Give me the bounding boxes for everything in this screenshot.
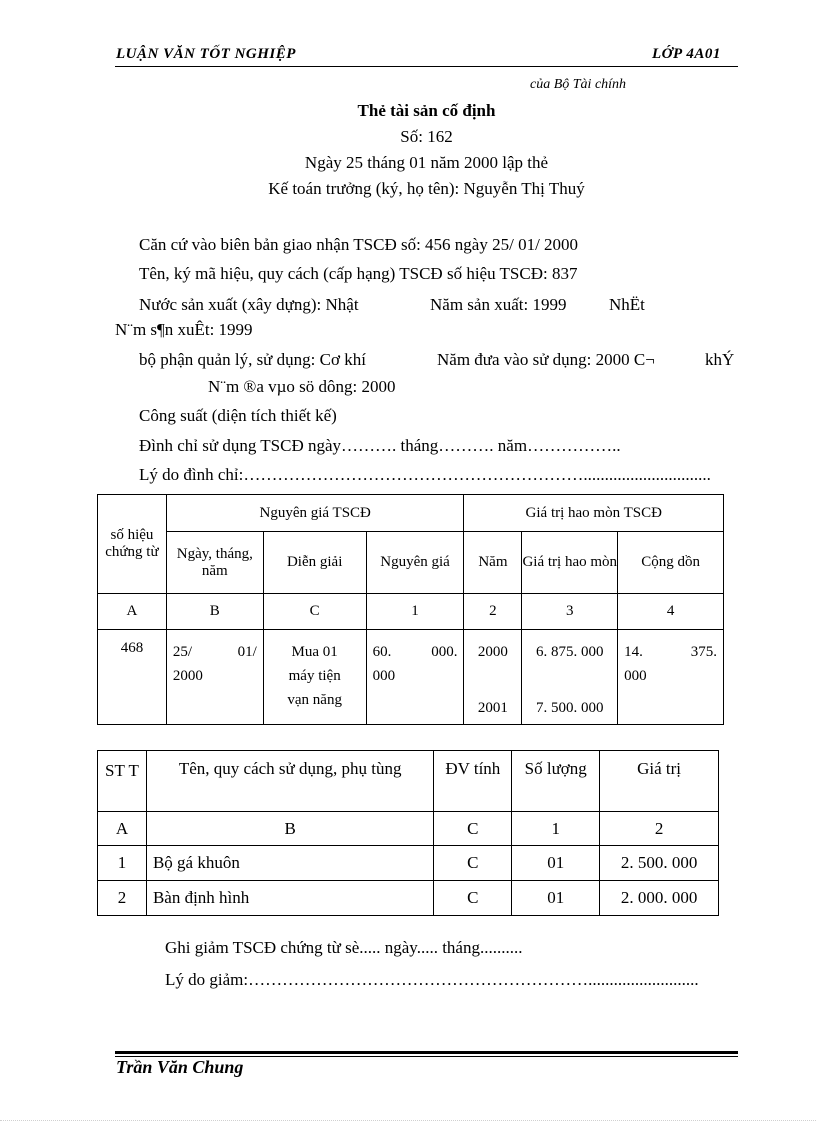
col-code: B <box>166 594 263 630</box>
depreciation-2: 7. 500. 000 <box>536 700 604 716</box>
card-title: Thẻ tài sản cố định <box>357 101 496 120</box>
footer-rule-thick <box>115 1051 738 1054</box>
row-stt: 1 <box>98 846 147 881</box>
entry-cost <box>366 630 464 725</box>
depreciation-1: 6. 875. 000 <box>536 644 604 660</box>
table-row <box>98 881 719 916</box>
row-value: 2. 500. 000 <box>600 846 719 881</box>
col-code: A <box>98 812 147 846</box>
year-put-into-use: Năm đưa vào sử dụng: 2000 C¬ <box>437 350 655 369</box>
date-day: 25/ <box>172 644 193 660</box>
cost-part-1: 60. <box>372 644 392 660</box>
col-code: 2 <box>600 812 719 846</box>
year-2: 2001 <box>477 700 508 716</box>
card-date: Ngày 25 tháng 01 năm 2000 lập thẻ <box>304 153 549 172</box>
row-value: 2. 000. 000 <box>600 881 719 916</box>
ministry-note: của Bộ Tài chính <box>530 77 627 92</box>
stt-header: ST T <box>98 751 147 812</box>
year-of-manufacture: Năm sản xuất: 1999 <box>430 295 567 314</box>
item-name-header: Tên, quy cách sử dụng, phụ tùng <box>146 751 433 812</box>
col-code: 3 <box>522 594 618 630</box>
card-number: Số: 162 <box>400 127 453 146</box>
col-code: 1 <box>512 812 600 846</box>
voucher-number: 468 <box>98 630 167 725</box>
accessories-table <box>97 750 719 916</box>
col-code: A <box>98 594 167 630</box>
entry-years <box>464 630 522 725</box>
row-unit: C <box>434 846 512 881</box>
year-header: Năm <box>464 532 522 594</box>
page-bottom-edge <box>0 1120 816 1121</box>
cumulative-part-2: 375. <box>690 644 717 660</box>
depreciation-value-header: Giá trị hao mòn <box>522 532 618 594</box>
quantity-header: Số lượng <box>512 751 600 812</box>
cost-header: Nguyên giá <box>366 532 464 594</box>
table-row <box>98 846 719 881</box>
country-of-origin: Nước sản xuất (xây dựng): Nhật <box>139 295 359 314</box>
capacity: Công suất (diện tích thiết kế) <box>139 406 337 425</box>
col-code: C <box>434 812 512 846</box>
handover-basis: Căn cứ vào biên bản giao nhận TSCĐ số: 456 ngày 25/ 01/ 2000 <box>139 235 579 254</box>
col-code: 4 <box>618 594 724 630</box>
entry-description: Mua 01 máy tiện vạn năng <box>263 630 366 725</box>
row-quantity: 01 <box>512 881 600 916</box>
depreciation-header: Giá trị hao mòn TSCĐ <box>464 495 724 532</box>
voucher-number-header: số hiệu chứng từ <box>98 495 167 594</box>
date-header: Ngày, tháng, năm <box>166 532 263 594</box>
col-code: B <box>146 812 433 846</box>
asset-name-code: Tên, ký mã hiệu, quy cách (cấp hạng) TSCĐ số hiệu TSCĐ: 837 <box>139 264 578 283</box>
row-item-name: Bàn định hình <box>146 881 433 916</box>
unit-header: ĐV tính <box>434 751 512 812</box>
row-quantity: 01 <box>512 846 600 881</box>
entry-cumulative <box>618 630 724 725</box>
garbled-text-2: N¨m s¶n xuÊt: 1999 <box>115 320 253 339</box>
author-name: Trần Văn Chung <box>116 1057 244 1077</box>
thesis-header-title: LUẬN VĂN TỐT NGHIỆP <box>116 46 296 62</box>
cost-part-2: 000. <box>431 644 458 660</box>
asset-value-table <box>97 494 724 725</box>
write-off-reason: Lý do giảm:…………………………………………………….......................... <box>165 970 699 989</box>
header-rule <box>115 66 738 67</box>
garbled-text-3: khÝ <box>705 350 735 369</box>
col-code: 1 <box>366 594 464 630</box>
cumulative-header: Cộng dồn <box>618 532 724 594</box>
year-1: 2000 <box>477 644 508 660</box>
original-cost-header: Nguyên giá TSCĐ <box>166 495 464 532</box>
col-code: C <box>263 594 366 630</box>
cumulative-part-1: 14. <box>624 644 643 660</box>
suspension-date: Đình chỉ sử dụng TSCĐ ngày………. tháng………. năm…………….. <box>139 436 621 455</box>
date-year: 2000 <box>172 668 203 684</box>
managing-department: bộ phận quản lý, sử dụng: Cơ khí <box>139 350 366 369</box>
garbled-text-1: NhËt <box>609 295 645 314</box>
date-month: 01/ <box>237 644 257 660</box>
voucher-date <box>166 630 263 725</box>
row-item-name: Bộ gá khuôn <box>146 846 433 881</box>
col-code: 2 <box>464 594 522 630</box>
write-off-voucher: Ghi giảm TSCĐ chứng từ sè..... ngày..... tháng.......... <box>165 938 523 957</box>
cost-part-3: 000 <box>372 668 396 684</box>
entry-depreciation <box>522 630 618 725</box>
value-header: Giá trị <box>600 751 719 812</box>
row-stt: 2 <box>98 881 147 916</box>
suspension-reason: Lý do đình chỉ:…………………………………………………….............................. <box>139 465 711 484</box>
chief-accountant: Kế toán trưởng (ký, họ tên): Nguyễn Thị Thuý <box>268 179 585 198</box>
description-header: Diễn giải <box>263 532 366 594</box>
cumulative-part-3: 000 <box>624 668 647 684</box>
garbled-text-4: N¨m ®a vµo sö dông: 2000 <box>208 377 396 396</box>
row-unit: C <box>434 881 512 916</box>
class-label: LỚP 4A01 <box>652 46 721 62</box>
